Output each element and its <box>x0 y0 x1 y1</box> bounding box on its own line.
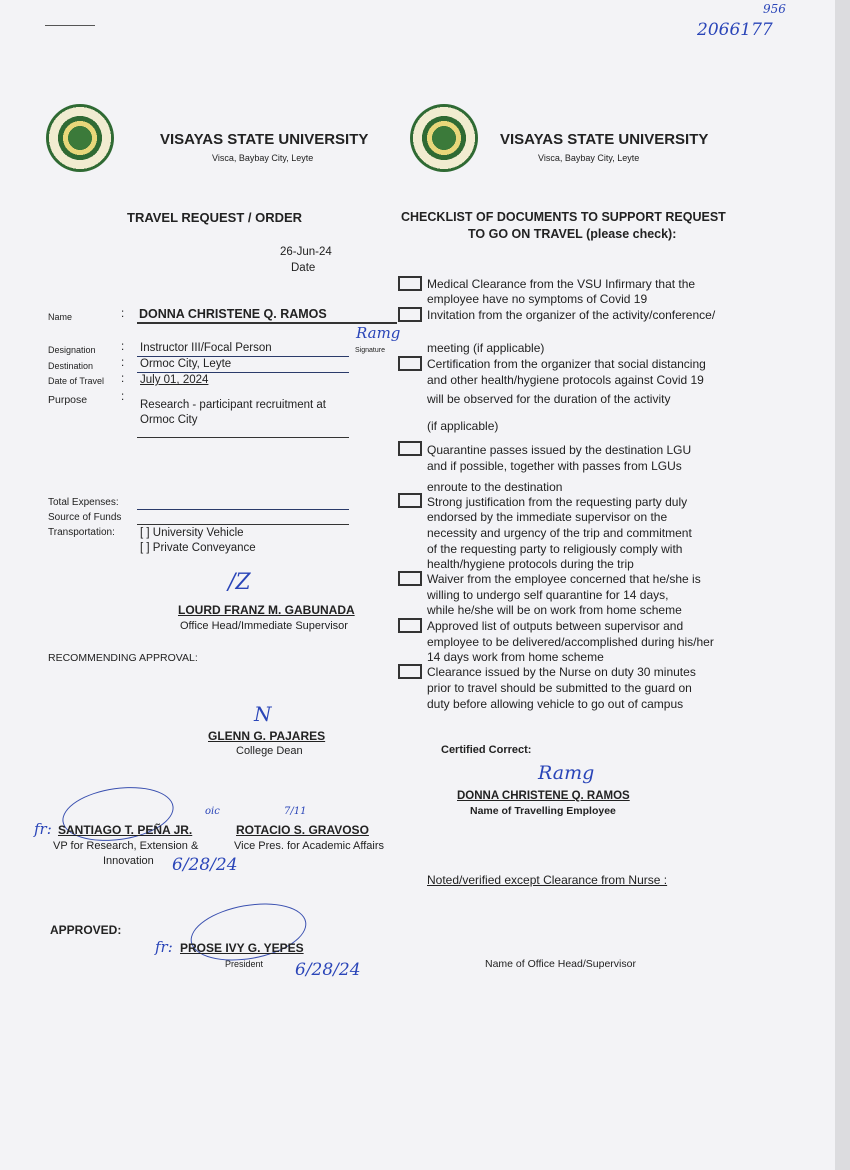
checklist-item-text: and other health/hygiene protocols against Covid 19 <box>427 373 704 387</box>
vp-research-role-line-2: Innovation <box>103 855 154 867</box>
checklist-item-text: 14 days work from home scheme <box>427 650 604 664</box>
employee-signature: Ramg <box>538 762 595 784</box>
checklist-item-text: meeting (if applicable) <box>427 341 545 355</box>
noted-verified-label: Noted/verified except Clearance from Nurse : <box>427 873 668 887</box>
vpaa-initials: 7/11 <box>284 806 307 817</box>
colon: : <box>121 391 125 403</box>
supervisor-name: LOURD FRANZ M. GABUNADA <box>178 603 355 617</box>
handwritten-number-small: 956 <box>763 2 786 16</box>
transportation-label: Transportation: <box>48 527 115 538</box>
source-of-funds-label: Source of Funds <box>48 512 122 523</box>
vp-research-name: SANTIAGO T. PEÑA JR. <box>58 823 193 837</box>
employee-role: Name of Travelling Employee <box>470 805 616 817</box>
total-expenses-field[interactable] <box>137 509 349 510</box>
checklist-item-text: Certification from the organizer that social distancing <box>427 357 706 371</box>
date-value: 26-Jun-24 <box>280 246 332 258</box>
university-seal-logo <box>46 104 114 172</box>
travel-order-title: TRAVEL REQUEST / ORDER <box>127 210 303 225</box>
president-handwritten-date: 6/28/24 <box>295 960 361 980</box>
checklist-item-text: will be observed for the duration of the activity <box>427 392 671 406</box>
checklist-item-text: necessity and urgency of the trip and commitment <box>427 526 692 540</box>
approved-label: APPROVED: <box>50 923 122 937</box>
checklist-checkbox[interactable] <box>398 276 422 291</box>
vp-research-role-line-1: VP for Research, Extension & <box>53 840 199 852</box>
scan-edge <box>835 0 850 1170</box>
university-location: Visca, Baybay City, Leyte <box>212 153 314 163</box>
vpaa-name: ROTACIO S. GRAVOSO <box>236 823 369 837</box>
checklist-title-line-1: CHECKLIST OF DOCUMENTS TO SUPPORT REQUEST <box>401 210 726 224</box>
office-head-label: Name of Office Head/Supervisor <box>485 958 636 970</box>
vp-signature <box>59 780 177 847</box>
signature-label: Signature <box>355 347 385 354</box>
vp-initials: oic <box>205 806 220 817</box>
checklist-item-text: employee to be delivered/accomplished during his/her <box>427 635 714 649</box>
checklist-item-text: enroute to the destination <box>427 480 563 494</box>
purpose-line-2: Ormoc City <box>140 414 198 426</box>
checklist-item-text: of the requesting party to religiously comply with <box>427 542 683 556</box>
checklist-item-text: Invitation from the organizer of the activity/conference/ <box>427 308 716 322</box>
handwritten-number: 2066177 <box>697 20 773 40</box>
checklist-item-text: (if applicable) <box>427 419 499 433</box>
checklist-item-text: Clearance issued by the Nurse on duty 30 minutes <box>427 665 696 679</box>
date-of-travel-value: July 01, 2024 <box>140 374 209 386</box>
checklist-item-text: while he/she will be on work from home scheme <box>427 603 682 617</box>
president-prefix: fr: <box>155 938 173 956</box>
checklist-item-text: Strong justification from the requesting party duly <box>427 495 688 509</box>
vpaa-role: Vice Pres. for Academic Affairs <box>234 840 384 852</box>
dean-signature: N <box>254 702 272 726</box>
employee-name: DONNA CHRISTENE Q. RAMOS <box>457 790 630 802</box>
checklist-item-text: duty before allowing vehicle to go out of campus <box>427 697 684 711</box>
designation-underline <box>137 356 349 357</box>
president-role: President <box>225 959 264 969</box>
destination-label: Destination <box>48 361 94 371</box>
checklist-item-text: Quarantine passes issued by the destination LGU <box>427 443 692 457</box>
colon: : <box>121 373 125 385</box>
vp-prefix: fr: <box>34 820 52 838</box>
checklist-item-text: prior to travel should be submitted to the guard on <box>427 681 692 695</box>
university-name: VISAYAS STATE UNIVERSITY <box>160 131 369 148</box>
supervisor-role: Office Head/Immediate Supervisor <box>180 620 348 632</box>
date-label: Date <box>291 262 316 274</box>
recommending-approval-label: RECOMMENDING APPROVAL: <box>48 652 198 664</box>
source-of-funds-field[interactable] <box>137 524 349 525</box>
checklist-item-text: Waiver from the employee concerned that he/she is <box>427 572 701 586</box>
checklist-checkbox[interactable] <box>398 571 422 586</box>
date-of-travel-label: Date of Travel <box>48 376 105 386</box>
destination-value: Ormoc City, Leyte <box>140 358 232 370</box>
dean-name: GLENN G. PAJARES <box>208 729 326 743</box>
checklist-title-line-2: TO GO ON TRAVEL (please check): <box>468 227 677 241</box>
purpose-underline <box>137 437 349 438</box>
checklist-item-text: Medical Clearance from the VSU Infirmary that the <box>427 277 696 291</box>
president-name: PROSE IVY G. YEPES <box>180 941 304 955</box>
checklist-item-text: and if possible, together with passes from LGUs <box>427 459 682 473</box>
designation-value: Instructor III/Focal Person <box>140 342 272 354</box>
checklist-checkbox[interactable] <box>398 356 422 371</box>
checklist-checkbox[interactable] <box>398 664 422 679</box>
transport-private-conveyance-checkbox[interactable]: [ ] Private Conveyance <box>140 542 256 554</box>
name-value: DONNA CHRISTENE Q. RAMOS <box>139 307 327 321</box>
checklist-checkbox[interactable] <box>398 307 422 322</box>
total-expenses-label: Total Expenses: <box>48 497 119 508</box>
destination-underline <box>137 372 349 373</box>
colon: : <box>121 308 125 320</box>
transport-university-vehicle-checkbox[interactable]: [ ] University Vehicle <box>140 527 244 539</box>
checklist-item-text: employee have no symptoms of Covid 19 <box>427 292 648 306</box>
checklist-checkbox[interactable] <box>398 493 422 508</box>
checklist-item-text: endorsed by the immediate supervisor on the <box>427 510 668 524</box>
vp-handwritten-date: 6/28/24 <box>172 855 238 875</box>
colon: : <box>121 357 125 369</box>
dean-role: College Dean <box>236 745 303 757</box>
signature-image: Ramg <box>356 324 401 342</box>
supervisor-signature: /Z <box>228 570 251 595</box>
checklist-item-text: health/hygiene protocols during the trip <box>427 557 634 571</box>
purpose-line-1: Research - participant recruitment at <box>140 399 326 411</box>
checklist-checkbox[interactable] <box>398 618 422 633</box>
university-name: VISAYAS STATE UNIVERSITY <box>500 131 709 148</box>
checklist-item-text: Approved list of outputs between supervisor and <box>427 619 684 633</box>
university-seal-logo <box>410 104 478 172</box>
designation-label: Designation <box>48 345 96 355</box>
checklist-checkbox[interactable] <box>398 441 422 456</box>
colon: : <box>121 341 125 353</box>
certified-correct-label: Certified Correct: <box>441 744 532 756</box>
name-label: Name <box>48 312 73 322</box>
checklist-item-text: willing to undergo self quarantine for 14 days, <box>427 588 669 602</box>
purpose-label: Purpose <box>48 394 88 406</box>
scan-mark <box>45 25 95 26</box>
university-location: Visca, Baybay City, Leyte <box>538 153 640 163</box>
